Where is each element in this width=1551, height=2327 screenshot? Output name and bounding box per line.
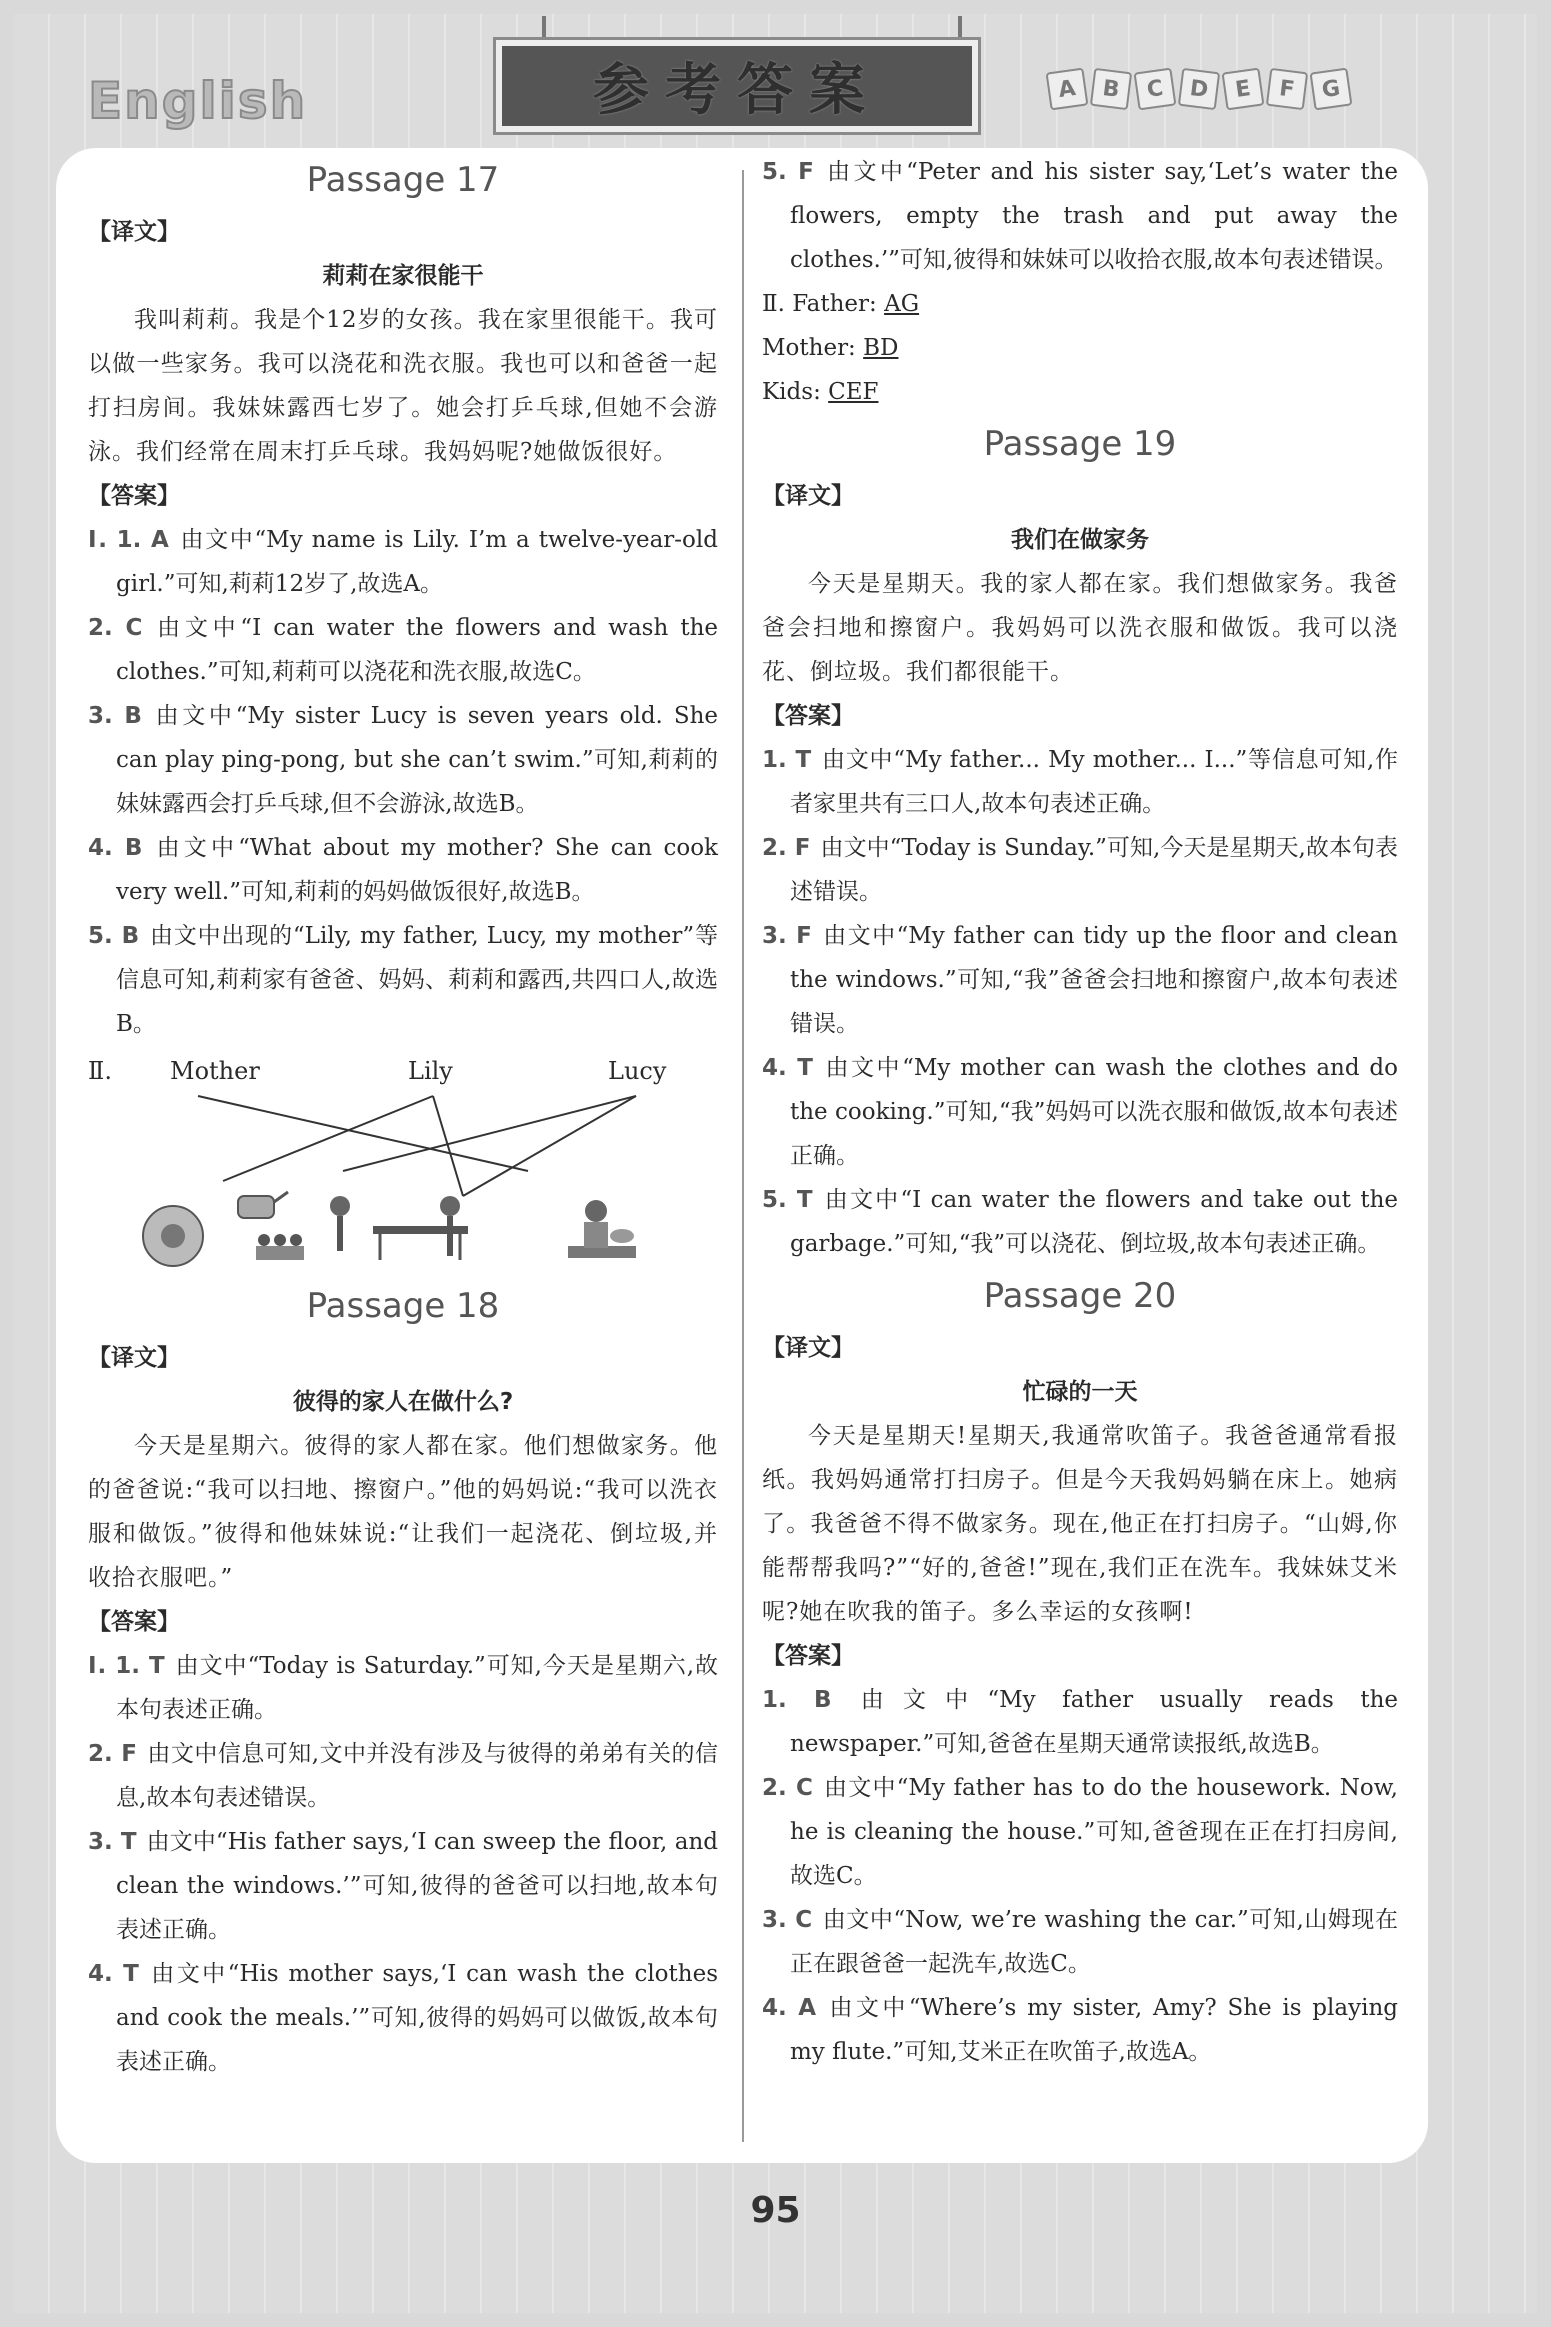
answer-item: Ⅰ. 1. T 由文中“Today is Saturday.”可知,今天是星期六,故本句表述正确。 [88, 1653, 718, 1723]
match-line [343, 1096, 636, 1171]
part2-answer-mother: Mother: BD [762, 335, 899, 361]
answer-item: 2. C 由文中“I can water the flowers and wash the clothes.”可知,莉莉可以浇花和洗衣服,故选C。 [88, 615, 718, 685]
letter-block: E [1222, 68, 1265, 111]
answer-item: 4. T 由文中“My mother can wash the clothes and do the cooking.”可知,“我”妈妈可以洗衣服和做饭,故本句表述正确。 [762, 1055, 1399, 1169]
translation-text: 今天是星期天。我的家人都在家。我们想做家务。我爸爸会扫地和擦窗户。我妈妈可以洗衣服和做饭。我可以浇花、倒垃圾。我们都很能干。 [762, 571, 1398, 685]
left-column [88, 150, 718, 2084]
answer-item: 2. F 由文中“Today is Sunday.”可知,今天是星期天,故本句表述错误。 [762, 835, 1398, 905]
page-number: 95 [750, 2190, 801, 2231]
answer-item: 4. B 由文中“What about my mother? She can cook very well.”可知,莉莉的妈妈做饭很好,故选B。 [88, 835, 718, 905]
matching-exercise [88, 1046, 718, 1276]
letter-block: G [1310, 68, 1353, 111]
matching-lines [88, 1046, 718, 1276]
part2-answer-father: Ⅱ. Father: AG [762, 291, 920, 317]
translation-text: 我叫莉莉。我是个12岁的女孩。我在家里很能干。我可以做一些家务。我可以浇花和洗衣服。我也可以和爸爸一起打扫房间。我妹妹露西七岁了。她会打乒乓球,但她不会游泳。我们经常在周末打乒乓球。我妈妈呢?她做饭很好。 [88, 307, 718, 465]
cooking-picture [568, 1200, 636, 1258]
match-name: Lily [408, 1057, 453, 1085]
passage-title: Passage 18 [306, 1286, 500, 1326]
watering-can-picture [238, 1192, 304, 1260]
answer-item: 4. A 由文中“Where’s my sister, Amy? She is playing my flute.”可知,艾米正在吹笛子,故选A。 [762, 1995, 1398, 2065]
letter-blocks [1048, 70, 1350, 108]
translation-label: 【译文】 [88, 219, 180, 245]
letter-block: C [1134, 68, 1177, 111]
letter-block: A [1046, 68, 1089, 111]
match-number: Ⅱ. [88, 1057, 112, 1085]
page-title: 参考答案 [593, 58, 881, 123]
answer-item: 4. T 由文中“His mother says,‘I can wash the clothes and cook the meals.’”可知,彼得的妈妈可以做饭,故本句表述正确。 [88, 1961, 719, 2075]
answer-label: 【答案】 [88, 1609, 180, 1635]
answer-label: 【答案】 [762, 703, 854, 729]
translation-title: 莉莉在家很能干 [322, 263, 484, 289]
letter-block: D [1178, 68, 1220, 110]
answer-item: 2. C 由文中“My father has to do the housework. Now, he is cleaning the house.”可知,爸爸现在正在打扫房间,故选C。 [762, 1775, 1398, 1889]
match-name: Mother [170, 1057, 260, 1085]
translation-text: 今天是星期六。彼得的家人都在家。他们想做家务。他的爸爸说:“我可以扫地、擦窗户。”他的妈妈说:“我可以洗衣服和做饭。”彼得和他妹妹说:“让我们一起浇花、倒垃圾,并收拾衣服吧。” [88, 1433, 718, 1591]
match-line [198, 1096, 528, 1171]
answer-item: Ⅰ. 1. A 由文中“My name is Lily. I’m a twelve-year-old girl.”可知,莉莉12岁了,故选A。 [88, 527, 718, 597]
ping-pong-picture [330, 1196, 468, 1260]
answer-item: 3. T 由文中“His father says,‘I can sweep the floor, and clean the windows.’”可知,彼得的爸爸可以扫地,故本句表述正确。 [88, 1829, 718, 1943]
page-title-sign [496, 40, 978, 132]
answer-label: 【答案】 [762, 1643, 854, 1669]
translation-title: 忙碌的一天 [1022, 1379, 1138, 1405]
match-name: Lucy [608, 1057, 667, 1085]
answer-item: 1. B 由文中“My father usually reads the newspaper.”可知,爸爸在星期天通常读报纸,故选B。 [762, 1687, 1399, 1757]
answer-item: 1. T 由文中“My father... My mother... I...”等信息可知,作者家里共有三口人,故本句表述正确。 [762, 747, 1399, 817]
translation-label: 【译文】 [88, 1345, 180, 1371]
match-line [463, 1096, 636, 1196]
answer-item: 5. B 由文中出现的“Lily, my father, Lucy, my mother”等信息可知,莉莉家有爸爸、妈妈、莉莉和露西,共四口人,故选B。 [88, 923, 718, 1037]
answer-item: 2. F 由文中信息可知,文中并没有涉及与彼得的弟弟有关的信息,故本句表述错误。 [88, 1741, 718, 1811]
answer-item: 3. F 由文中“My father can tidy up the floor and clean the windows.”可知,“我”爸爸会扫地和擦窗户,故本句表述错误。 [762, 923, 1398, 1037]
laundry-picture [143, 1206, 203, 1266]
answer-item: 3. B 由文中“My sister Lucy is seven years old. She can play ping-pong, but she can’t swim.”可知,莉莉的妹妹露西会打乒乓球,但不会游泳,故选B。 [88, 703, 719, 817]
part2-answer-kids: Kids: CEF [762, 379, 879, 405]
column-divider [742, 170, 744, 2142]
letter-block: B [1090, 68, 1132, 110]
passage-title: Passage 20 [983, 1276, 1177, 1316]
translation-title: 我们在做家务 [1011, 527, 1149, 553]
answer-item: 3. C 由文中“Now, we’re washing the car.”可知,山姆现在正在跟爸爸一起洗车,故选C。 [762, 1907, 1398, 1977]
passage-title: Passage 17 [306, 160, 500, 200]
translation-label: 【译文】 [762, 1335, 854, 1361]
right-column [762, 150, 1398, 2074]
translation-text: 今天是星期天!星期天,我通常吹笛子。我爸爸通常看报纸。我妈妈通常打扫房子。但是今天我妈妈躺在床上。她病了。我爸爸不得不做家务。现在,他正在打扫房子。“山姆,你能帮帮我吗?”“好的,爸爸!”现在,我们正在洗车。我妹妹艾米呢?她在吹我的笛子。多么幸运的女孩啊! [762, 1423, 1398, 1625]
translation-title: 彼得的家人在做什么? [292, 1389, 514, 1415]
subject-logo: English [88, 72, 308, 130]
passage-title: Passage 19 [983, 424, 1177, 464]
translation-label: 【译文】 [762, 483, 854, 509]
letter-block: F [1266, 68, 1308, 110]
answer-item: 5. T 由文中“I can water the flowers and take out the garbage.”可知,“我”可以浇花、倒垃圾,故本句表述正确。 [762, 1187, 1399, 1257]
answer-item: 5. F 由文中“Peter and his sister say,‘Let’s water the flowers, empty the trash and put away the clothes.’”可知,彼得和妹妹可以收拾衣服,故本句表述错误。 [762, 159, 1398, 273]
answer-label: 【答案】 [88, 483, 180, 509]
